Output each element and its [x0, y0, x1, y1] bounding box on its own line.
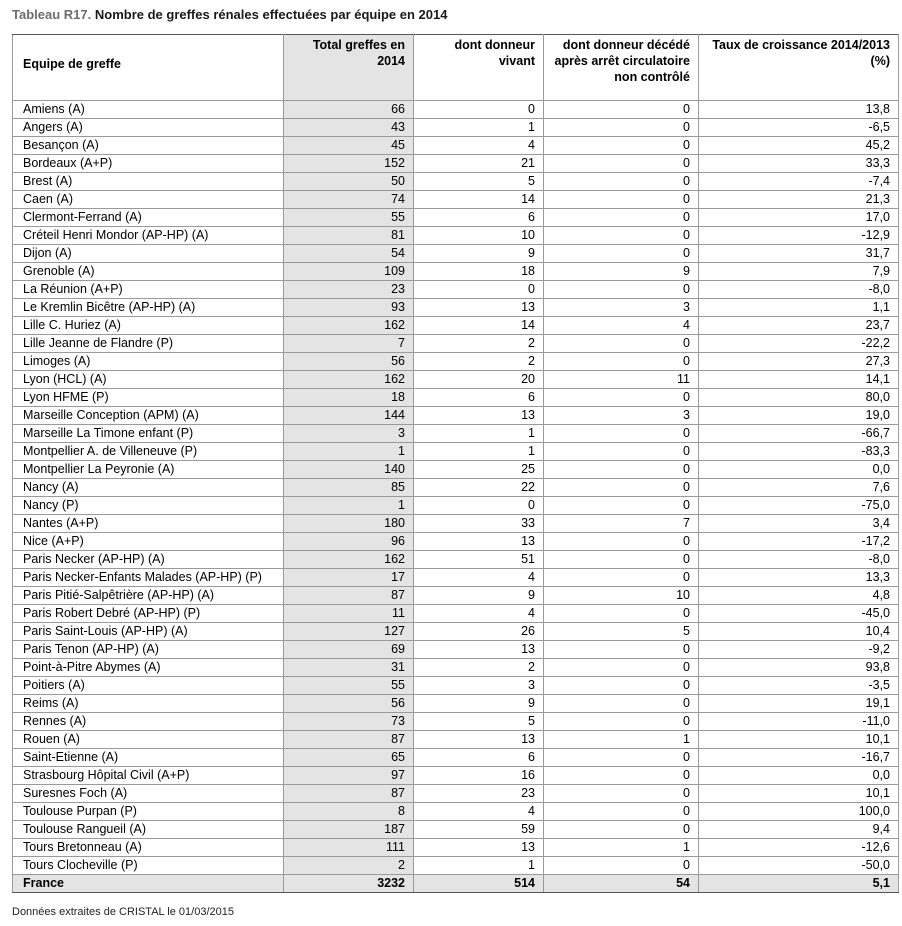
cell-total: 55 — [284, 209, 414, 227]
cell-living-donor: 16 — [414, 767, 544, 785]
table-header-row — [13, 35, 899, 101]
cell-growth-rate: -11,0 — [699, 713, 899, 731]
source-note: Données extraites de CRISTAL le 01/03/2015 — [12, 906, 234, 918]
table-row — [13, 389, 899, 407]
cell-team: Lyon HFME (P) — [13, 389, 284, 407]
cell-growth-rate: 5,1 — [699, 875, 899, 893]
cell-team: Paris Necker (AP-HP) (A) — [13, 551, 284, 569]
cell-team: Nancy (P) — [13, 497, 284, 515]
table-row — [13, 695, 899, 713]
table-row — [13, 425, 899, 443]
cell-living-donor: 0 — [414, 101, 544, 119]
table-row — [13, 101, 899, 119]
cell-team: Montpellier A. de Villeneuve (P) — [13, 443, 284, 461]
cell-dcd-donor: 1 — [544, 839, 699, 857]
cell-team: Lille C. Huriez (A) — [13, 317, 284, 335]
cell-team: Besançon (A) — [13, 137, 284, 155]
cell-total: 69 — [284, 641, 414, 659]
cell-dcd-donor: 3 — [544, 299, 699, 317]
cell-living-donor: 25 — [414, 461, 544, 479]
cell-living-donor: 23 — [414, 785, 544, 803]
cell-living-donor: 14 — [414, 317, 544, 335]
table-row — [13, 803, 899, 821]
cell-total: 140 — [284, 461, 414, 479]
table-row — [13, 173, 899, 191]
cell-dcd-donor: 11 — [544, 371, 699, 389]
table-row — [13, 137, 899, 155]
table-total-row — [13, 875, 899, 893]
cell-growth-rate: 80,0 — [699, 389, 899, 407]
cell-dcd-donor: 0 — [544, 353, 699, 371]
cell-growth-rate: 33,3 — [699, 155, 899, 173]
cell-living-donor: 2 — [414, 335, 544, 353]
table-row — [13, 461, 899, 479]
cell-total: 45 — [284, 137, 414, 155]
cell-living-donor: 5 — [414, 713, 544, 731]
cell-total: 127 — [284, 623, 414, 641]
cell-living-donor: 6 — [414, 209, 544, 227]
cell-team: Poitiers (A) — [13, 677, 284, 695]
cell-dcd-donor: 0 — [544, 659, 699, 677]
cell-team: Nancy (A) — [13, 479, 284, 497]
cell-living-donor: 1 — [414, 443, 544, 461]
cell-total: 18 — [284, 389, 414, 407]
cell-growth-rate: 0,0 — [699, 461, 899, 479]
cell-growth-rate: 0,0 — [699, 767, 899, 785]
cell-total: 85 — [284, 479, 414, 497]
table-row — [13, 227, 899, 245]
column-header-dcd-donor: dont donneur décédé après arrêt circulatoire non contrôlé — [544, 35, 699, 101]
cell-growth-rate: 9,4 — [699, 821, 899, 839]
cell-dcd-donor: 1 — [544, 731, 699, 749]
cell-team: Point-à-Pitre Abymes (A) — [13, 659, 284, 677]
table-row — [13, 155, 899, 173]
cell-growth-rate: 10,4 — [699, 623, 899, 641]
table-row — [13, 767, 899, 785]
cell-total: 1 — [284, 497, 414, 515]
table-row — [13, 731, 899, 749]
cell-dcd-donor: 0 — [544, 821, 699, 839]
cell-total: 11 — [284, 605, 414, 623]
column-header-total: Total greffes en 2014 — [284, 35, 414, 101]
table-row — [13, 551, 899, 569]
cell-total: 93 — [284, 299, 414, 317]
cell-living-donor: 1 — [414, 425, 544, 443]
cell-total: 87 — [284, 731, 414, 749]
cell-team: Le Kremlin Bicêtre (AP-HP) (A) — [13, 299, 284, 317]
table-row — [13, 623, 899, 641]
cell-growth-rate: -83,3 — [699, 443, 899, 461]
table-row — [13, 335, 899, 353]
cell-growth-rate: 13,3 — [699, 569, 899, 587]
cell-dcd-donor: 0 — [544, 749, 699, 767]
table-row — [13, 515, 899, 533]
cell-total: 3232 — [284, 875, 414, 893]
cell-team: Toulouse Rangueil (A) — [13, 821, 284, 839]
table-row — [13, 587, 899, 605]
table-title — [12, 6, 447, 24]
cell-growth-rate: 93,8 — [699, 659, 899, 677]
cell-growth-rate: -22,2 — [699, 335, 899, 353]
table-row — [13, 605, 899, 623]
cell-living-donor: 13 — [414, 731, 544, 749]
cell-team: Rennes (A) — [13, 713, 284, 731]
cell-total: 31 — [284, 659, 414, 677]
table-title-label: Tableau R17. — [12, 7, 92, 22]
table-row — [13, 299, 899, 317]
cell-growth-rate: 4,8 — [699, 587, 899, 605]
cell-total: 162 — [284, 371, 414, 389]
cell-total: 81 — [284, 227, 414, 245]
cell-total: 1 — [284, 443, 414, 461]
cell-growth-rate: -45,0 — [699, 605, 899, 623]
cell-growth-rate: -50,0 — [699, 857, 899, 875]
cell-total: 144 — [284, 407, 414, 425]
column-header-growth-rate: Taux de croissance 2014/2013 (%) — [699, 35, 899, 101]
cell-team: Clermont-Ferrand (A) — [13, 209, 284, 227]
cell-growth-rate: 14,1 — [699, 371, 899, 389]
cell-total: 55 — [284, 677, 414, 695]
cell-team: Caen (A) — [13, 191, 284, 209]
cell-team: Bordeaux (A+P) — [13, 155, 284, 173]
cell-team: Créteil Henri Mondor (AP-HP) (A) — [13, 227, 284, 245]
cell-team: La Réunion (A+P) — [13, 281, 284, 299]
cell-living-donor: 0 — [414, 281, 544, 299]
cell-dcd-donor: 5 — [544, 623, 699, 641]
cell-living-donor: 13 — [414, 533, 544, 551]
table-row — [13, 191, 899, 209]
cell-total: 2 — [284, 857, 414, 875]
cell-team: Angers (A) — [13, 119, 284, 137]
cell-total: 111 — [284, 839, 414, 857]
column-header-living-donor: dont donneur vivant — [414, 35, 544, 101]
cell-team: Limoges (A) — [13, 353, 284, 371]
cell-growth-rate: -3,5 — [699, 677, 899, 695]
cell-team: Paris Robert Debré (AP-HP) (P) — [13, 605, 284, 623]
cell-total: 56 — [284, 695, 414, 713]
cell-team: Amiens (A) — [13, 101, 284, 119]
cell-total: 162 — [284, 317, 414, 335]
cell-dcd-donor: 0 — [544, 209, 699, 227]
cell-dcd-donor: 0 — [544, 695, 699, 713]
cell-growth-rate: 7,9 — [699, 263, 899, 281]
cell-growth-rate: 31,7 — [699, 245, 899, 263]
cell-team: Brest (A) — [13, 173, 284, 191]
cell-total: 180 — [284, 515, 414, 533]
cell-dcd-donor: 0 — [544, 677, 699, 695]
cell-living-donor: 21 — [414, 155, 544, 173]
cell-dcd-donor: 10 — [544, 587, 699, 605]
cell-dcd-donor: 0 — [544, 857, 699, 875]
cell-total: 109 — [284, 263, 414, 281]
cell-total: 73 — [284, 713, 414, 731]
cell-total: 96 — [284, 533, 414, 551]
cell-dcd-donor: 7 — [544, 515, 699, 533]
cell-growth-rate: -9,2 — [699, 641, 899, 659]
cell-team: Tours Bretonneau (A) — [13, 839, 284, 857]
cell-living-donor: 2 — [414, 353, 544, 371]
cell-living-donor: 1 — [414, 857, 544, 875]
cell-growth-rate: -6,5 — [699, 119, 899, 137]
table-row — [13, 245, 899, 263]
cell-total: 7 — [284, 335, 414, 353]
cell-dcd-donor: 0 — [544, 245, 699, 263]
cell-dcd-donor: 0 — [544, 713, 699, 731]
cell-dcd-donor: 0 — [544, 479, 699, 497]
cell-dcd-donor: 0 — [544, 173, 699, 191]
cell-dcd-donor: 0 — [544, 119, 699, 137]
cell-growth-rate: -75,0 — [699, 497, 899, 515]
table-row — [13, 641, 899, 659]
cell-dcd-donor: 0 — [544, 227, 699, 245]
cell-living-donor: 4 — [414, 137, 544, 155]
cell-living-donor: 9 — [414, 245, 544, 263]
cell-team: Tours Clocheville (P) — [13, 857, 284, 875]
cell-living-donor: 59 — [414, 821, 544, 839]
cell-dcd-donor: 54 — [544, 875, 699, 893]
cell-growth-rate: 21,3 — [699, 191, 899, 209]
table-row — [13, 659, 899, 677]
table-row — [13, 749, 899, 767]
cell-living-donor: 13 — [414, 299, 544, 317]
cell-living-donor: 4 — [414, 605, 544, 623]
table-row — [13, 677, 899, 695]
cell-team: Nantes (A+P) — [13, 515, 284, 533]
cell-living-donor: 22 — [414, 479, 544, 497]
cell-growth-rate: 23,7 — [699, 317, 899, 335]
cell-living-donor: 5 — [414, 173, 544, 191]
cell-team: Marseille Conception (APM) (A) — [13, 407, 284, 425]
cell-growth-rate: -8,0 — [699, 281, 899, 299]
cell-total: 8 — [284, 803, 414, 821]
cell-team: Grenoble (A) — [13, 263, 284, 281]
cell-total: 87 — [284, 785, 414, 803]
cell-team: Nice (A+P) — [13, 533, 284, 551]
table-row — [13, 209, 899, 227]
cell-living-donor: 9 — [414, 587, 544, 605]
cell-total: 74 — [284, 191, 414, 209]
cell-growth-rate: 19,1 — [699, 695, 899, 713]
cell-living-donor: 14 — [414, 191, 544, 209]
cell-growth-rate: -7,4 — [699, 173, 899, 191]
cell-team: Montpellier La Peyronie (A) — [13, 461, 284, 479]
cell-living-donor: 0 — [414, 497, 544, 515]
cell-growth-rate: -16,7 — [699, 749, 899, 767]
table-title-text: Nombre de greffes rénales effectuées par équipe en 2014 — [94, 7, 448, 22]
cell-living-donor: 6 — [414, 749, 544, 767]
cell-growth-rate: 100,0 — [699, 803, 899, 821]
cell-growth-rate: -17,2 — [699, 533, 899, 551]
table-row — [13, 263, 899, 281]
cell-total: 17 — [284, 569, 414, 587]
cell-total: 56 — [284, 353, 414, 371]
cell-dcd-donor: 0 — [544, 803, 699, 821]
cell-dcd-donor: 0 — [544, 425, 699, 443]
cell-dcd-donor: 0 — [544, 551, 699, 569]
cell-growth-rate: 45,2 — [699, 137, 899, 155]
cell-total: 3 — [284, 425, 414, 443]
table-row — [13, 533, 899, 551]
cell-growth-rate: 1,1 — [699, 299, 899, 317]
cell-team: Paris Saint-Louis (AP-HP) (A) — [13, 623, 284, 641]
cell-team: Dijon (A) — [13, 245, 284, 263]
cell-dcd-donor: 0 — [544, 335, 699, 353]
cell-dcd-donor: 0 — [544, 461, 699, 479]
cell-dcd-donor: 3 — [544, 407, 699, 425]
cell-total: 162 — [284, 551, 414, 569]
cell-dcd-donor: 0 — [544, 641, 699, 659]
cell-living-donor: 13 — [414, 407, 544, 425]
cell-dcd-donor: 0 — [544, 605, 699, 623]
cell-team: Strasbourg Hôpital Civil (A+P) — [13, 767, 284, 785]
cell-dcd-donor: 0 — [544, 497, 699, 515]
cell-total: 54 — [284, 245, 414, 263]
cell-living-donor: 2 — [414, 659, 544, 677]
cell-dcd-donor: 0 — [544, 281, 699, 299]
cell-growth-rate: 10,1 — [699, 731, 899, 749]
table-row — [13, 857, 899, 875]
cell-growth-rate: -8,0 — [699, 551, 899, 569]
cell-total: 43 — [284, 119, 414, 137]
table-row — [13, 569, 899, 587]
cell-growth-rate: -12,9 — [699, 227, 899, 245]
table-row — [13, 479, 899, 497]
cell-team: Reims (A) — [13, 695, 284, 713]
table-row — [13, 821, 899, 839]
table-row — [13, 407, 899, 425]
table-row — [13, 839, 899, 857]
cell-team: Toulouse Purpan (P) — [13, 803, 284, 821]
cell-dcd-donor: 0 — [544, 137, 699, 155]
cell-living-donor: 13 — [414, 641, 544, 659]
cell-dcd-donor: 0 — [544, 101, 699, 119]
table-row — [13, 281, 899, 299]
cell-growth-rate: -12,6 — [699, 839, 899, 857]
cell-growth-rate: 3,4 — [699, 515, 899, 533]
cell-growth-rate: 7,6 — [699, 479, 899, 497]
table-row — [13, 713, 899, 731]
table-row — [13, 371, 899, 389]
cell-total: 187 — [284, 821, 414, 839]
cell-team: Lyon (HCL) (A) — [13, 371, 284, 389]
cell-living-donor: 9 — [414, 695, 544, 713]
cell-team: Rouen (A) — [13, 731, 284, 749]
cell-growth-rate: 13,8 — [699, 101, 899, 119]
table-row — [13, 443, 899, 461]
column-header-team: Equipe de greffe — [13, 35, 284, 101]
cell-dcd-donor: 0 — [544, 389, 699, 407]
cell-living-donor: 514 — [414, 875, 544, 893]
cell-growth-rate: 17,0 — [699, 209, 899, 227]
cell-team: Marseille La Timone enfant (P) — [13, 425, 284, 443]
cell-growth-rate: 19,0 — [699, 407, 899, 425]
table-row — [13, 785, 899, 803]
cell-living-donor: 4 — [414, 569, 544, 587]
cell-dcd-donor: 0 — [544, 533, 699, 551]
cell-team: Suresnes Foch (A) — [13, 785, 284, 803]
cell-growth-rate: -66,7 — [699, 425, 899, 443]
cell-total: 66 — [284, 101, 414, 119]
table-row — [13, 119, 899, 137]
cell-growth-rate: 27,3 — [699, 353, 899, 371]
cell-living-donor: 4 — [414, 803, 544, 821]
cell-living-donor: 26 — [414, 623, 544, 641]
cell-living-donor: 10 — [414, 227, 544, 245]
table-row — [13, 317, 899, 335]
cell-team: Saint-Etienne (A) — [13, 749, 284, 767]
cell-dcd-donor: 0 — [544, 155, 699, 173]
cell-living-donor: 20 — [414, 371, 544, 389]
cell-total: 23 — [284, 281, 414, 299]
cell-dcd-donor: 4 — [544, 317, 699, 335]
cell-team: Paris Pitié-Salpêtrière (AP-HP) (A) — [13, 587, 284, 605]
cell-living-donor: 51 — [414, 551, 544, 569]
table-row — [13, 497, 899, 515]
cell-living-donor: 6 — [414, 389, 544, 407]
cell-living-donor: 18 — [414, 263, 544, 281]
table-body — [13, 101, 899, 893]
cell-team: France — [13, 875, 284, 893]
cell-living-donor: 3 — [414, 677, 544, 695]
cell-dcd-donor: 0 — [544, 767, 699, 785]
cell-living-donor: 13 — [414, 839, 544, 857]
cell-team: Lille Jeanne de Flandre (P) — [13, 335, 284, 353]
cell-living-donor: 33 — [414, 515, 544, 533]
cell-dcd-donor: 0 — [544, 443, 699, 461]
cell-dcd-donor: 0 — [544, 785, 699, 803]
cell-growth-rate: 10,1 — [699, 785, 899, 803]
cell-living-donor: 1 — [414, 119, 544, 137]
cell-dcd-donor: 0 — [544, 569, 699, 587]
graft-table — [12, 34, 899, 893]
cell-total: 152 — [284, 155, 414, 173]
cell-total: 87 — [284, 587, 414, 605]
cell-dcd-donor: 0 — [544, 191, 699, 209]
cell-total: 65 — [284, 749, 414, 767]
cell-team: Paris Necker-Enfants Malades (AP-HP) (P) — [13, 569, 284, 587]
cell-total: 50 — [284, 173, 414, 191]
table-row — [13, 353, 899, 371]
cell-total: 97 — [284, 767, 414, 785]
cell-dcd-donor: 9 — [544, 263, 699, 281]
cell-team: Paris Tenon (AP-HP) (A) — [13, 641, 284, 659]
